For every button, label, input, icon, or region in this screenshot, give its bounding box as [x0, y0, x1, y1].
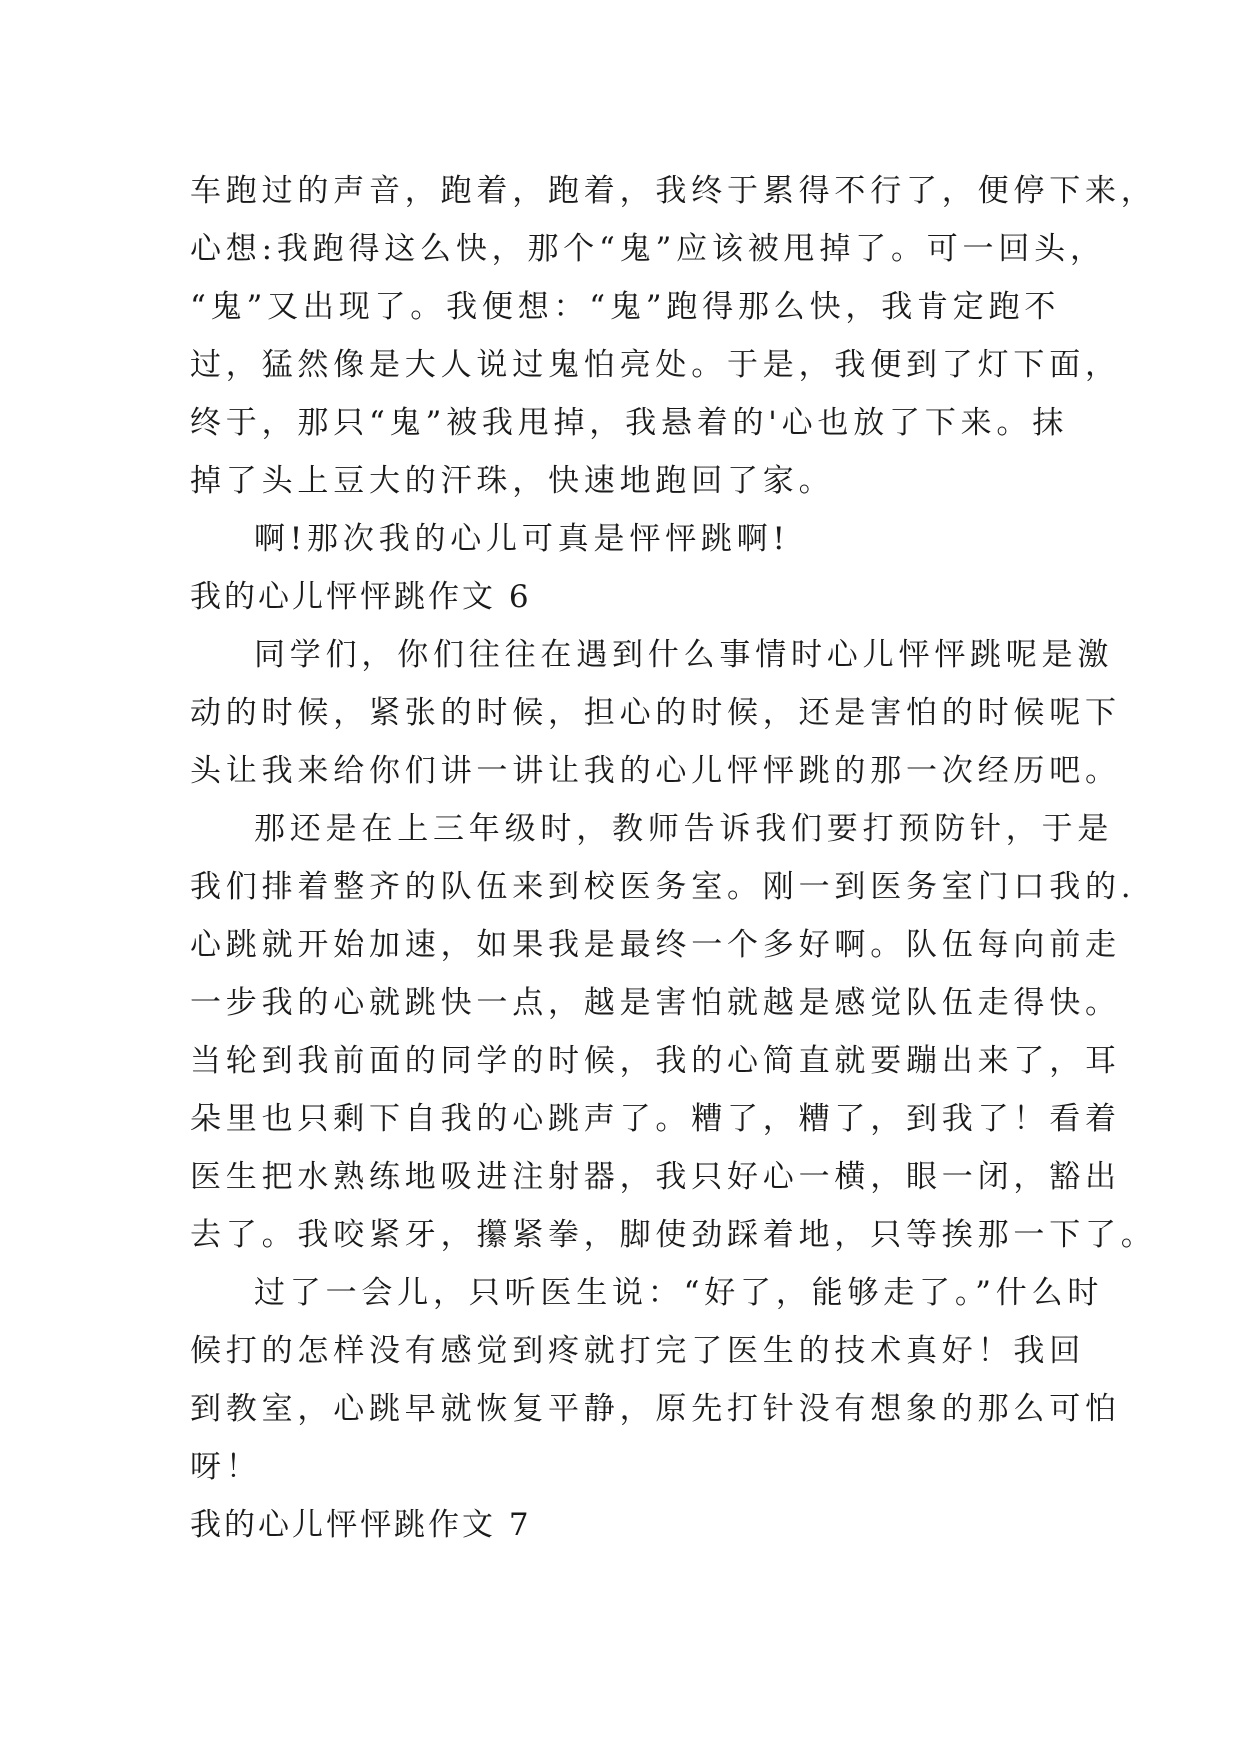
paragraph-first-line: 同学们，你们往往在遇到什么事情时心儿怦怦跳呢是激 [254, 637, 1114, 673]
text-line: 心跳就开始加速，如果我是最终一个多好啊。队伍每向前走 [190, 927, 1121, 963]
text-line: 头让我来给你们讲一讲让我的心儿怦怦跳的那一次经历吧。 [190, 753, 1121, 789]
section-heading: 我的心儿怦怦跳作文 6 [190, 579, 532, 615]
text-line: 到教室，心跳早就恢复平静，原先打针没有想象的那么可怕 [190, 1391, 1121, 1427]
text-line: 动的时候，紧张的时候，担心的时候，还是害怕的时候呢下 [190, 695, 1121, 731]
paragraph-first-line: 啊!那次我的心儿可真是怦怦跳啊! [254, 521, 790, 557]
document-body [190, 162, 1157, 1554]
paragraph-first-line: 那还是在上三年级时，教师告诉我们要打预防针，于是 [254, 811, 1114, 847]
text-line: 朵里也只剩下自我的心跳声了。糟了，糟了，到我了！看着 [190, 1101, 1121, 1137]
text-line: 车跑过的声音，跑着，跑着，我终于累得不行了，便停下来， [190, 173, 1157, 209]
text-line: 医生把水熟练地吸进注射器，我只好心一横，眼一闭，豁出 [190, 1159, 1121, 1195]
paragraph-first-line: 过了一会儿，只听医生说：“好了，能够走了。”什么时 [254, 1275, 1104, 1311]
text-line: 我们排着整齐的队伍来到校医务室。刚一到医务室门口我的. [190, 869, 1136, 905]
section-heading: 我的心儿怦怦跳作文 7 [190, 1507, 532, 1543]
text-line: 终于，那只“鬼”被我甩掉，我悬着的'心也放了下来。抹 [190, 405, 1069, 441]
text-line: 过，猛然像是大人说过鬼怕亮处。于是，我便到了灯下面， [190, 347, 1121, 383]
text-line: 掉了头上豆大的汗珠，快速地跑回了家。 [190, 463, 835, 499]
text-line: 当轮到我前面的同学的时候，我的心简直就要蹦出来了，耳 [190, 1043, 1121, 1079]
text-line: 候打的怎样没有感觉到疼就打完了医生的技术真好！我回 [190, 1333, 1085, 1369]
text-line: 去了。我咬紧牙，攥紧拳，脚使劲踩着地，只等挨那一下了。 [190, 1217, 1157, 1253]
text-line: 心想:我跑得这么快，那个“鬼”应该被甩掉了。可一回头， [190, 231, 1106, 267]
text-line: “鬼”又出现了。我便想：“鬼”跑得那么快，我肯定跑不 [190, 289, 1061, 325]
text-line: 呀！ [190, 1449, 262, 1485]
text-line: 一步我的心就跳快一点，越是害怕就越是感觉队伍走得快。 [190, 985, 1121, 1021]
